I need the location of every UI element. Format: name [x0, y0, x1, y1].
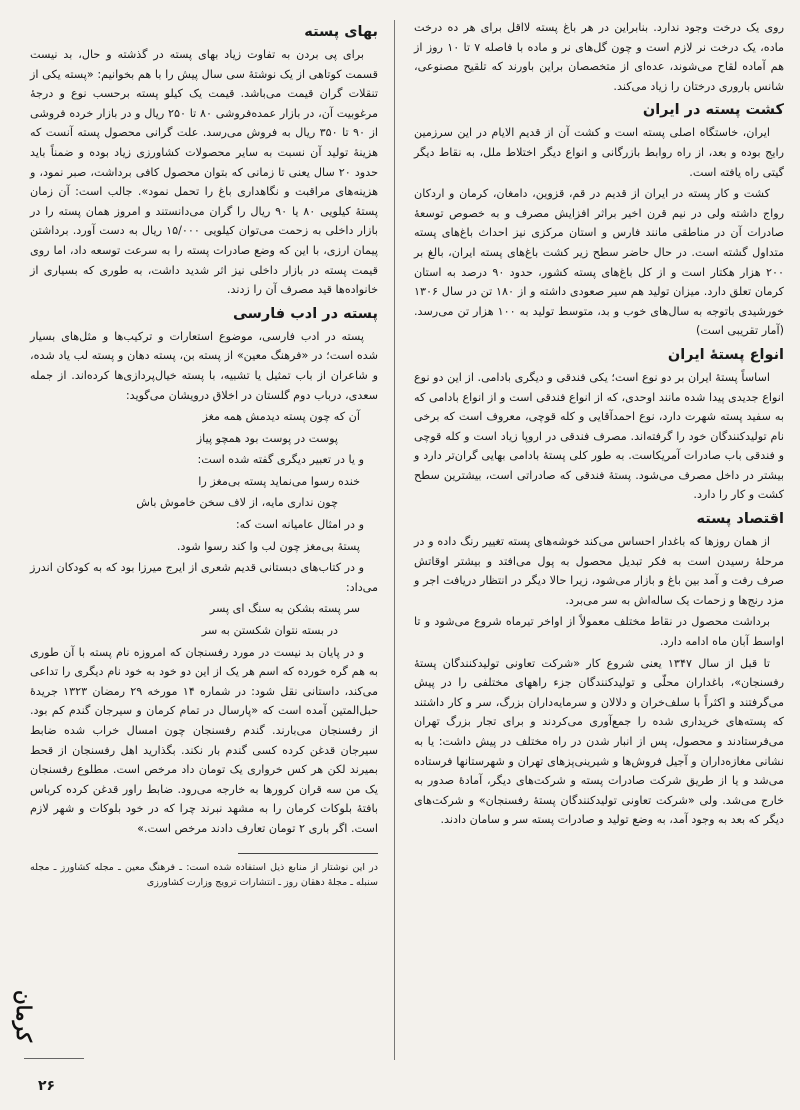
- paragraph: اساساً پستهٔ ایران بر دو نوع است؛ یکی فندقی و دیگری بادامی. از این دو نوع انواع جدیدی پیدا شده مانند اوحدی، که از انواع فندقی است و از انواع بادامی که به سفید پسته شهرت دارد، نوع احمدآقایی و کله قوچی، معروف است که برخی نام تولیدکنندگان خود را گرفته‌اند. مصرف فندقی در اروپا زیاد است و کله قوچی و فندقی باب صادرات آمریکاست. به طور کلی پستهٔ بادامی بهایی گران‌تر دارد و بیشتر در داخل مصرف می‌شود. پستهٔ فندقی که صادراتی است، بیشترین سطح کشت و کار را دارد.: [414, 370, 784, 502]
- section-heading-cultivation: کشت پسته در ایران: [642, 102, 784, 119]
- verse-line: در بسته نتوان شکستن به سر: [201, 624, 338, 638]
- paragraph: و یا در تعبیر دیگری گفته شده است:: [197, 453, 364, 467]
- paragraph: برای پی بردن به تفاوت زیاد بهای پسته در گذشته و حال، بد نیست قسمت کوتاهی از یک نوشتهٔ سی سال پیش را با هم بخوانیم: «پسته یکی از تنقلات گران قیمت می‌باشد. قیمت یک کیلو پسته برحسب نوع و درجهٔ مرغوبیت آن، در بازار عمده‌فروشی ۸۰ تا ۲۵۰ ریال و در بازار خرده فروشی از ۹۰ تا ۳۵۰ ریال به فروش می‌رسد. علت گرانی محصول پسته آنست که هزینهٔ تولید آن نسبت به سایر محصولات کشاورزی زیاد بوده و ضمناً باید حدود ۲۰ سال یعنی تا زمانی که بتوان محصول کافی برداشت، صبر نمود، و هزینه‌های مراقبت و نگاهداری باغ را تحمل نمود». جالب است: آن زمان پستهٔ کیلویی ۸۰ یا ۹۰ ریال را گران می‌دانستند و امروز همان پسته را در بازار داخلی به زحمت می‌توان کیلویی ۱۵/۰۰۰ ریال به دست آورد. برداشتن پیمان ارزی، با این که وضع صادرات پسته را به سرعت توسعه داد، اما روی قیمت پسته در بازار داخلی نیز اثر شدید داشت، به طوری که بسیاری از خانواده‌ها قید مصرف آن را زدند.: [30, 48, 379, 297]
- verse-line: خنده رسوا می‌نماید پسته بی‌مغز را: [198, 474, 360, 488]
- paragraph: از همان روزها که باغدار احساس می‌کند خوشه‌های پسته تغییر رنگ داده و در مرحلهٔ رسیدن است به فکر تبدیل محصول به پول می‌افتد و بیشتر اوقاتش صرف رفت و آمد بین باغ و بازار می‌شود، زیرا حالا دیگر در انتظار دریافت اجر و مزد رنج‌ها و زحمات یک ساله‌اش به سر می‌برد.: [414, 535, 784, 607]
- verse-line: آن که چون پسته دیدمش همه مغز: [202, 410, 360, 424]
- section-heading-literature: پسته در ادب فارسی: [232, 305, 378, 322]
- footnote-rule: [238, 853, 378, 854]
- verse-line: چون نداری مایه، از لاف سخن خاموش باش: [136, 496, 338, 510]
- paragraph: پسته در ادب فارسی، موضوع استعارات و ترکیب‌ها و مثل‌های بسیار شده است؛ در «فرهنگ معین» از پسته بن، پسته دهان و پسته لب یاد شده، و شاعران از باب تمثیل یا تشبیه، با پسته خیال‌پردازی‌ها کرده‌اند. از جمله سعدی، درباب دوم گلستان در اخلاق درویشان می‌گوید:: [30, 329, 378, 402]
- verse-line: پوست در پوست بود همچو پیاز: [196, 431, 338, 445]
- paragraph: و در امثال عامیانه است که:: [235, 518, 364, 532]
- right-column: [414, 18, 784, 832]
- section-heading-economy: اقتصاد پسته: [696, 511, 784, 528]
- logo-text: کرمان: [12, 990, 36, 1043]
- paragraph: ایران، خاستگاه اصلی پسته است و کشت آن از قدیم الایام در این سرزمین رایج بوده و بعد، از راه روابط بازرگانی و انواع دیگر اختلاط ملل، به نقاط دیگر گیتی راه یافته است.: [414, 126, 784, 179]
- paragraph: و در کتاب‌های دبستانی قدیم شعری از ایرج میرزا بود که به کودکان اندرز می‌داد:: [30, 561, 378, 594]
- paragraph: و در پایان بد نیست در مورد رفسنجان که امروزه نام پسته با آن طوری به هم گره خورده که اسم هر یک از این دو خود به خود نام دیگری را تداعی می‌کند، داستانی نقل شود: در شماره ۱۴ مورخه ۲۹ رمضان ۱۳۲۳ جریدهٔ حبل‌المتین آمده است که «پارسال در تمام کرمان و سیرجان گندم کم بود. از رفسنجان می‌بارند. گندم رفسنجان چون امسال خراب شده ضابط سیرجان قدغن کرده کسی گندم بار نکند. بگذارید اهل رفسنجان از قحط بمیرند لکن هر کس خرواری یک تومان داد مرخص است. مطلوع رفسنجان یک من سه قران کرورها به خارجه می‌رود. ضابط راور قدغن کرده کرباس بافتهٔ بلوکات کرمان را به مشهد نبرند چرا که در خود بلوکات و شهر لازم است. اگر باری ۲ تومان تعارف دادند مرخص است.»: [30, 645, 379, 835]
- left-column: [30, 18, 378, 892]
- page-number: ۲۶: [38, 1078, 56, 1094]
- section-heading-price: بهای پسته: [304, 24, 378, 40]
- verse-line: سر پسته بشکن به سنگ ای پسر: [209, 602, 360, 616]
- section-heading-varieties: انواع پستهٔ ایران: [667, 346, 784, 363]
- paragraph: تا قبل از سال ۱۳۴۷ یعنی شروع کار «شرکت تعاونی تولیدکنندگان پستهٔ رفسنجان»، باغداران محلّی و تولیدکنندگان جزء راههای مختلفی را در پیش می‌گرفتند و اکثراً با سلف‌خران و دلالان و سرمایه‌داران بزرگ، سر و کار داشتند که پسته‌های خریداری شده را جمع‌آوری می‌کردند و برای تجار بزرگ تهران می‌فرستادند و محصول، پس از انبار شدن در راه مختلف در پیش داشت: یا به نشانی مغازه‌داران و آجیل فروش‌ها و شیرینی‌پزهای تهران و شهرستانها فرستاده می‌شد و یا از طریق شرکت صادرات پسته و شرکت‌های دیگر، آمادهٔ صدور به خارج می‌شد. ولی «شرکت تعاونی تولیدکنندگان پستهٔ رفسنجان» و شرکت‌های دیگر که بعد به وجود آمد، به وضع تولید و صادرات پسته سر و سامان دادند.: [414, 656, 784, 827]
- column-divider: [394, 20, 395, 1060]
- paragraph: برداشت محصول در نقاط مختلف معمولاً از اواخر تیرماه شروع می‌شود و تا اواسط آبان ماه ادامه دارد.: [414, 615, 784, 649]
- paragraph: کشت و کار پسته در ایران از قدیم در قم، قزوین، دامغان، کرمان و اردکان رواج داشته ولی در نیم قرن اخیر براثر افزایش مصرف و به خصوص توسعهٔ صادرات آن در مناطقی مانند فارس و استان مرکزی نیز احداث باغ‌های پسته متداول گشته است. در حال حاضر سطح زیر کشت باغ‌های پسته ایران، بالغ بر ۲۰۰ هزار هکتار است و از کل باغ‌های پسته کشور، حدود ۹۰ درصد به استان کرمان تعلق دارد. میزان تولید هم سیر صعودی داشته و از ۱۸۰ تن در سال ۱۳۰۶ خورشیدی باتوجه به سال‌های خوب و بد، متوسط تولید به ۱۰۰ هزار تن می‌رسد. (آمار تقریبی است): [414, 187, 784, 338]
- footnote: در این نوشتار از منابع ذیل استفاده شده است: ـ فرهنگ معین ـ مجله کشاورز ـ مجله سنبله ـ مجلهٔ دهقان روز ـ انتشارات ترویج وزارت کشاورزی: [30, 861, 378, 888]
- intro-paragraph: روی یک درخت وجود ندارد. بنابراین در هر باغ پسته لااقل برای هر ده درخت ماده، یک درخت نر لازم است و چون گل‌های نر و ماده با فاصله ۷ تا ۱۰ روز از هم آماده لقاح می‌شوند، عده‌ای از متخصصان براین باورند که تلقیح مصنوعی، شانس باروری درختان را زیاد می‌کند.: [414, 21, 785, 93]
- proverb: پستهٔ بی‌مغز چون لب وا کند رسوا شود.: [176, 539, 360, 553]
- footer-rule: [24, 1058, 84, 1059]
